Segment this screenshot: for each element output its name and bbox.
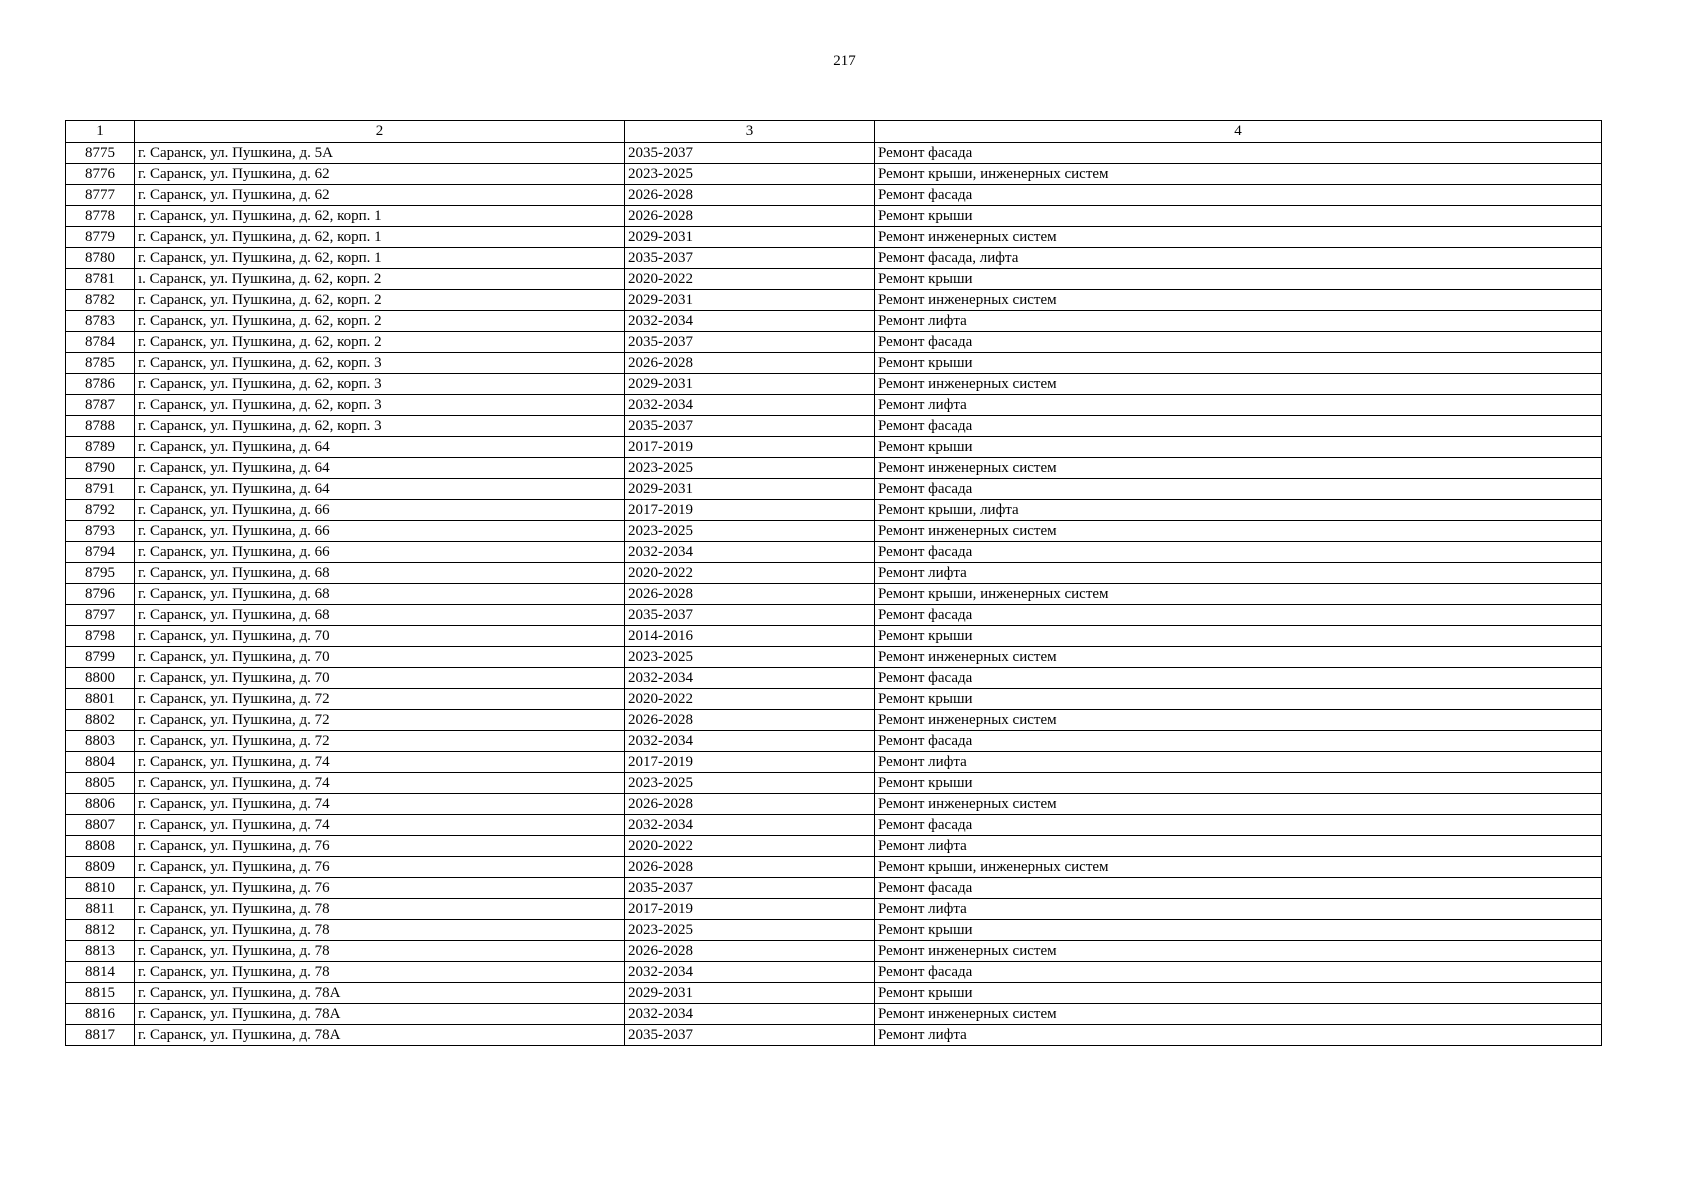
table-row bbox=[66, 815, 1602, 836]
table-row bbox=[66, 626, 1602, 647]
table-row bbox=[66, 521, 1602, 542]
work-type-cell: Ремонт фасада bbox=[875, 668, 1602, 689]
address-cell: г. Саранск, ул. Пушкина, д. 64 bbox=[135, 479, 625, 500]
table-row bbox=[66, 605, 1602, 626]
work-type-cell: Ремонт лифта bbox=[875, 1025, 1602, 1046]
address-cell: г. Саранск, ул. Пушкина, д. 78А bbox=[135, 1025, 625, 1046]
table-row bbox=[66, 458, 1602, 479]
table-row bbox=[66, 836, 1602, 857]
table-row bbox=[66, 731, 1602, 752]
row-number-cell: 8786 bbox=[66, 374, 135, 395]
table-row bbox=[66, 983, 1602, 1004]
table-row bbox=[66, 290, 1602, 311]
period-cell: 2032-2034 bbox=[625, 815, 875, 836]
table-row bbox=[66, 941, 1602, 962]
row-number-cell: 8779 bbox=[66, 227, 135, 248]
address-cell: г. Саранск, ул. Пушкина, д. 78 bbox=[135, 899, 625, 920]
row-number-cell: 8792 bbox=[66, 500, 135, 521]
address-cell: г. Саранск, ул. Пушкина, д. 70 bbox=[135, 647, 625, 668]
period-cell: 2017-2019 bbox=[625, 899, 875, 920]
period-cell: 2017-2019 bbox=[625, 752, 875, 773]
row-number-cell: 8781 bbox=[66, 269, 135, 290]
work-type-cell: Ремонт инженерных систем bbox=[875, 1004, 1602, 1025]
repair-schedule-table bbox=[65, 120, 1602, 1046]
period-cell: 2023-2025 bbox=[625, 920, 875, 941]
address-cell: г. Саранск, ул. Пушкина, д. 66 bbox=[135, 521, 625, 542]
work-type-cell: Ремонт фасада bbox=[875, 731, 1602, 752]
work-type-cell: Ремонт инженерных систем bbox=[875, 794, 1602, 815]
address-cell: г. Саранск, ул. Пушкина, д. 62, корп. 3 bbox=[135, 395, 625, 416]
row-number-cell: 8787 bbox=[66, 395, 135, 416]
table-row bbox=[66, 374, 1602, 395]
work-type-cell: Ремонт фасада bbox=[875, 416, 1602, 437]
table-header bbox=[66, 121, 1602, 143]
period-cell: 2029-2031 bbox=[625, 479, 875, 500]
address-cell: г. Саранск, ул. Пушкина, д. 68 bbox=[135, 584, 625, 605]
table-row bbox=[66, 689, 1602, 710]
header-col-3: 3 bbox=[625, 121, 875, 143]
address-cell: г. Саранск, ул. Пушкина, д. 62, корп. 3 bbox=[135, 374, 625, 395]
row-number-cell: 8806 bbox=[66, 794, 135, 815]
period-cell: 2035-2037 bbox=[625, 605, 875, 626]
work-type-cell: Ремонт инженерных систем bbox=[875, 521, 1602, 542]
period-cell: 2026-2028 bbox=[625, 206, 875, 227]
table-row bbox=[66, 710, 1602, 731]
work-type-cell: Ремонт крыши bbox=[875, 269, 1602, 290]
table-row bbox=[66, 206, 1602, 227]
header-col-4: 4 bbox=[875, 121, 1602, 143]
address-cell: г. Саранск, ул. Пушкина, д. 72 bbox=[135, 689, 625, 710]
address-cell: г. Саранск, ул. Пушкина, д. 62, корп. 2 bbox=[135, 290, 625, 311]
table-row bbox=[66, 773, 1602, 794]
header-col-2: 2 bbox=[135, 121, 625, 143]
table-row bbox=[66, 668, 1602, 689]
period-cell: 2020-2022 bbox=[625, 836, 875, 857]
address-cell: г. Саранск, ул. Пушкина, д. 62, корп. 1 bbox=[135, 206, 625, 227]
table-row bbox=[66, 185, 1602, 206]
work-type-cell: Ремонт крыши bbox=[875, 983, 1602, 1004]
work-type-cell: Ремонт инженерных систем bbox=[875, 227, 1602, 248]
table-row bbox=[66, 437, 1602, 458]
table-row bbox=[66, 164, 1602, 185]
period-cell: 2020-2022 bbox=[625, 563, 875, 584]
period-cell: 2020-2022 bbox=[625, 269, 875, 290]
work-type-cell: Ремонт крыши bbox=[875, 689, 1602, 710]
row-number-cell: 8805 bbox=[66, 773, 135, 794]
row-number-cell: 8788 bbox=[66, 416, 135, 437]
period-cell: 2014-2016 bbox=[625, 626, 875, 647]
address-cell: г. Саранск, ул. Пушкина, д. 62, корп. 2 bbox=[135, 332, 625, 353]
row-number-cell: 8784 bbox=[66, 332, 135, 353]
address-cell: г. Саранск, ул. Пушкина, д. 62, корп. 1 bbox=[135, 227, 625, 248]
row-number-cell: 8804 bbox=[66, 752, 135, 773]
table-row bbox=[66, 962, 1602, 983]
period-cell: 2026-2028 bbox=[625, 794, 875, 815]
work-type-cell: Ремонт фасада, лифта bbox=[875, 248, 1602, 269]
row-number-cell: 8815 bbox=[66, 983, 135, 1004]
work-type-cell: Ремонт инженерных систем bbox=[875, 374, 1602, 395]
period-cell: 2032-2034 bbox=[625, 1004, 875, 1025]
row-number-cell: 8799 bbox=[66, 647, 135, 668]
address-cell: г. Саранск, ул. Пушкина, д. 62, корп. 3 bbox=[135, 353, 625, 374]
header-col-1: 1 bbox=[66, 121, 135, 143]
address-cell: г. Саранск, ул. Пушкина, д. 66 bbox=[135, 542, 625, 563]
period-cell: 2029-2031 bbox=[625, 983, 875, 1004]
period-cell: 2035-2037 bbox=[625, 878, 875, 899]
work-type-cell: Ремонт фасада bbox=[875, 332, 1602, 353]
work-type-cell: Ремонт фасада bbox=[875, 143, 1602, 164]
address-cell: ı. Саранск, ул. Пушкина, д. 62, корп. 2 bbox=[135, 269, 625, 290]
row-number-cell: 8783 bbox=[66, 311, 135, 332]
table-row bbox=[66, 899, 1602, 920]
work-type-cell: Ремонт инженерных систем bbox=[875, 710, 1602, 731]
address-cell: г. Саранск, ул. Пушкина, д. 64 bbox=[135, 437, 625, 458]
address-cell: г. Саранск, ул. Пушкина, д. 66 bbox=[135, 500, 625, 521]
period-cell: 2017-2019 bbox=[625, 437, 875, 458]
row-number-cell: 8789 bbox=[66, 437, 135, 458]
period-cell: 2023-2025 bbox=[625, 458, 875, 479]
work-type-cell: Ремонт инженерных систем bbox=[875, 941, 1602, 962]
period-cell: 2026-2028 bbox=[625, 185, 875, 206]
row-number-cell: 8778 bbox=[66, 206, 135, 227]
row-number-cell: 8790 bbox=[66, 458, 135, 479]
work-type-cell: Ремонт фасада bbox=[875, 878, 1602, 899]
work-type-cell: Ремонт фасада bbox=[875, 605, 1602, 626]
address-cell: г. Саранск, ул. Пушкина, д. 72 bbox=[135, 710, 625, 731]
work-type-cell: Ремонт крыши bbox=[875, 437, 1602, 458]
address-cell: г. Саранск, ул. Пушкина, д. 62, корп. 1 bbox=[135, 248, 625, 269]
work-type-cell: Ремонт лифта bbox=[875, 899, 1602, 920]
address-cell: г. Саранск, ул. Пушкина, д. 78А bbox=[135, 1004, 625, 1025]
address-cell: г. Саранск, ул. Пушкина, д. 78 bbox=[135, 920, 625, 941]
work-type-cell: Ремонт лифта bbox=[875, 395, 1602, 416]
period-cell: 2023-2025 bbox=[625, 647, 875, 668]
address-cell: г. Саранск, ул. Пушкина, д. 62 bbox=[135, 185, 625, 206]
work-type-cell: Ремонт фасада bbox=[875, 185, 1602, 206]
row-number-cell: 8813 bbox=[66, 941, 135, 962]
period-cell: 2023-2025 bbox=[625, 164, 875, 185]
work-type-cell: Ремонт крыши, инженерных систем bbox=[875, 164, 1602, 185]
period-cell: 2032-2034 bbox=[625, 668, 875, 689]
row-number-cell: 8814 bbox=[66, 962, 135, 983]
address-cell: г. Саранск, ул. Пушкина, д. 74 bbox=[135, 794, 625, 815]
address-cell: г. Саранск, ул. Пушкина, д. 76 bbox=[135, 878, 625, 899]
table-row bbox=[66, 479, 1602, 500]
address-cell: г. Саранск, ул. Пушкина, д. 68 bbox=[135, 605, 625, 626]
row-number-cell: 8802 bbox=[66, 710, 135, 731]
table-body bbox=[66, 143, 1602, 1046]
address-cell: г. Саранск, ул. Пушкина, д. 78 bbox=[135, 941, 625, 962]
work-type-cell: Ремонт крыши bbox=[875, 773, 1602, 794]
row-number-cell: 8811 bbox=[66, 899, 135, 920]
table-row bbox=[66, 1004, 1602, 1025]
period-cell: 2026-2028 bbox=[625, 584, 875, 605]
address-cell: г. Саранск, ул. Пушкина, д. 62, корп. 2 bbox=[135, 311, 625, 332]
period-cell: 2035-2037 bbox=[625, 332, 875, 353]
period-cell: 2023-2025 bbox=[625, 773, 875, 794]
table-row bbox=[66, 227, 1602, 248]
address-cell: г. Саранск, ул. Пушкина, д. 70 bbox=[135, 626, 625, 647]
work-type-cell: Ремонт фасада bbox=[875, 962, 1602, 983]
work-type-cell: Ремонт фасада bbox=[875, 479, 1602, 500]
period-cell: 2023-2025 bbox=[625, 521, 875, 542]
row-number-cell: 8800 bbox=[66, 668, 135, 689]
address-cell: г. Саранск, ул. Пушкина, д. 5А bbox=[135, 143, 625, 164]
table-row bbox=[66, 416, 1602, 437]
header-row bbox=[66, 121, 1602, 143]
row-number-cell: 8808 bbox=[66, 836, 135, 857]
address-cell: г. Саранск, ул. Пушкина, д. 74 bbox=[135, 773, 625, 794]
table-row bbox=[66, 563, 1602, 584]
address-cell: г. Саранск, ул. Пушкина, д. 78 bbox=[135, 962, 625, 983]
period-cell: 2032-2034 bbox=[625, 731, 875, 752]
period-cell: 2026-2028 bbox=[625, 353, 875, 374]
table-row bbox=[66, 269, 1602, 290]
period-cell: 2035-2037 bbox=[625, 416, 875, 437]
work-type-cell: Ремонт инженерных систем bbox=[875, 458, 1602, 479]
table-row bbox=[66, 311, 1602, 332]
row-number-cell: 8777 bbox=[66, 185, 135, 206]
period-cell: 2029-2031 bbox=[625, 227, 875, 248]
row-number-cell: 8803 bbox=[66, 731, 135, 752]
period-cell: 2032-2034 bbox=[625, 542, 875, 563]
period-cell: 2026-2028 bbox=[625, 857, 875, 878]
row-number-cell: 8809 bbox=[66, 857, 135, 878]
table-row bbox=[66, 542, 1602, 563]
work-type-cell: Ремонт лифта bbox=[875, 752, 1602, 773]
work-type-cell: Ремонт крыши, инженерных систем bbox=[875, 857, 1602, 878]
table-row bbox=[66, 332, 1602, 353]
period-cell: 2020-2022 bbox=[625, 689, 875, 710]
table-row bbox=[66, 500, 1602, 521]
row-number-cell: 8780 bbox=[66, 248, 135, 269]
address-cell: г. Саранск, ул. Пушкина, д. 78А bbox=[135, 983, 625, 1004]
address-cell: г. Саранск, ул. Пушкина, д. 70 bbox=[135, 668, 625, 689]
period-cell: 2032-2034 bbox=[625, 395, 875, 416]
work-type-cell: Ремонт фасада bbox=[875, 815, 1602, 836]
table-row bbox=[66, 878, 1602, 899]
row-number-cell: 8791 bbox=[66, 479, 135, 500]
period-cell: 2026-2028 bbox=[625, 941, 875, 962]
table-row bbox=[66, 395, 1602, 416]
work-type-cell: Ремонт инженерных систем bbox=[875, 290, 1602, 311]
page-number: 217 bbox=[833, 53, 856, 69]
table-row bbox=[66, 248, 1602, 269]
row-number-cell: 8798 bbox=[66, 626, 135, 647]
work-type-cell: Ремонт крыши, лифта bbox=[875, 500, 1602, 521]
period-cell: 2035-2037 bbox=[625, 248, 875, 269]
row-number-cell: 8776 bbox=[66, 164, 135, 185]
table-row bbox=[66, 1025, 1602, 1046]
address-cell: г. Саранск, ул. Пушкина, д. 72 bbox=[135, 731, 625, 752]
period-cell: 2032-2034 bbox=[625, 962, 875, 983]
row-number-cell: 8816 bbox=[66, 1004, 135, 1025]
address-cell: г. Саранск, ул. Пушкина, д. 68 bbox=[135, 563, 625, 584]
work-type-cell: Ремонт крыши bbox=[875, 626, 1602, 647]
row-number-cell: 8775 bbox=[66, 143, 135, 164]
work-type-cell: Ремонт инженерных систем bbox=[875, 647, 1602, 668]
work-type-cell: Ремонт крыши bbox=[875, 920, 1602, 941]
row-number-cell: 8807 bbox=[66, 815, 135, 836]
period-cell: 2026-2028 bbox=[625, 710, 875, 731]
row-number-cell: 8812 bbox=[66, 920, 135, 941]
table-row bbox=[66, 752, 1602, 773]
table-row bbox=[66, 857, 1602, 878]
table-row bbox=[66, 143, 1602, 164]
row-number-cell: 8817 bbox=[66, 1025, 135, 1046]
row-number-cell: 8794 bbox=[66, 542, 135, 563]
row-number-cell: 8797 bbox=[66, 605, 135, 626]
period-cell: 2035-2037 bbox=[625, 1025, 875, 1046]
period-cell: 2017-2019 bbox=[625, 500, 875, 521]
period-cell: 2029-2031 bbox=[625, 374, 875, 395]
work-type-cell: Ремонт лифта bbox=[875, 836, 1602, 857]
table-row bbox=[66, 353, 1602, 374]
work-type-cell: Ремонт лифта bbox=[875, 563, 1602, 584]
row-number-cell: 8801 bbox=[66, 689, 135, 710]
row-number-cell: 8793 bbox=[66, 521, 135, 542]
period-cell: 2032-2034 bbox=[625, 311, 875, 332]
address-cell: г. Саранск, ул. Пушкина, д. 76 bbox=[135, 857, 625, 878]
row-number-cell: 8782 bbox=[66, 290, 135, 311]
table-row bbox=[66, 920, 1602, 941]
table-row bbox=[66, 647, 1602, 668]
period-cell: 2035-2037 bbox=[625, 143, 875, 164]
work-type-cell: Ремонт крыши, инженерных систем bbox=[875, 584, 1602, 605]
work-type-cell: Ремонт крыши bbox=[875, 353, 1602, 374]
work-type-cell: Ремонт фасада bbox=[875, 542, 1602, 563]
work-type-cell: Ремонт крыши bbox=[875, 206, 1602, 227]
row-number-cell: 8785 bbox=[66, 353, 135, 374]
address-cell: г. Саранск, ул. Пушкина, д. 74 bbox=[135, 815, 625, 836]
address-cell: г. Саранск, ул. Пушкина, д. 76 bbox=[135, 836, 625, 857]
row-number-cell: 8810 bbox=[66, 878, 135, 899]
work-type-cell: Ремонт лифта bbox=[875, 311, 1602, 332]
address-cell: г. Саранск, ул. Пушкина, д. 62, корп. 3 bbox=[135, 416, 625, 437]
table-row bbox=[66, 584, 1602, 605]
table-row bbox=[66, 794, 1602, 815]
row-number-cell: 8795 bbox=[66, 563, 135, 584]
address-cell: г. Саранск, ул. Пушкина, д. 74 bbox=[135, 752, 625, 773]
row-number-cell: 8796 bbox=[66, 584, 135, 605]
address-cell: г. Саранск, ул. Пушкина, д. 62 bbox=[135, 164, 625, 185]
address-cell: г. Саранск, ул. Пушкина, д. 64 bbox=[135, 458, 625, 479]
period-cell: 2029-2031 bbox=[625, 290, 875, 311]
